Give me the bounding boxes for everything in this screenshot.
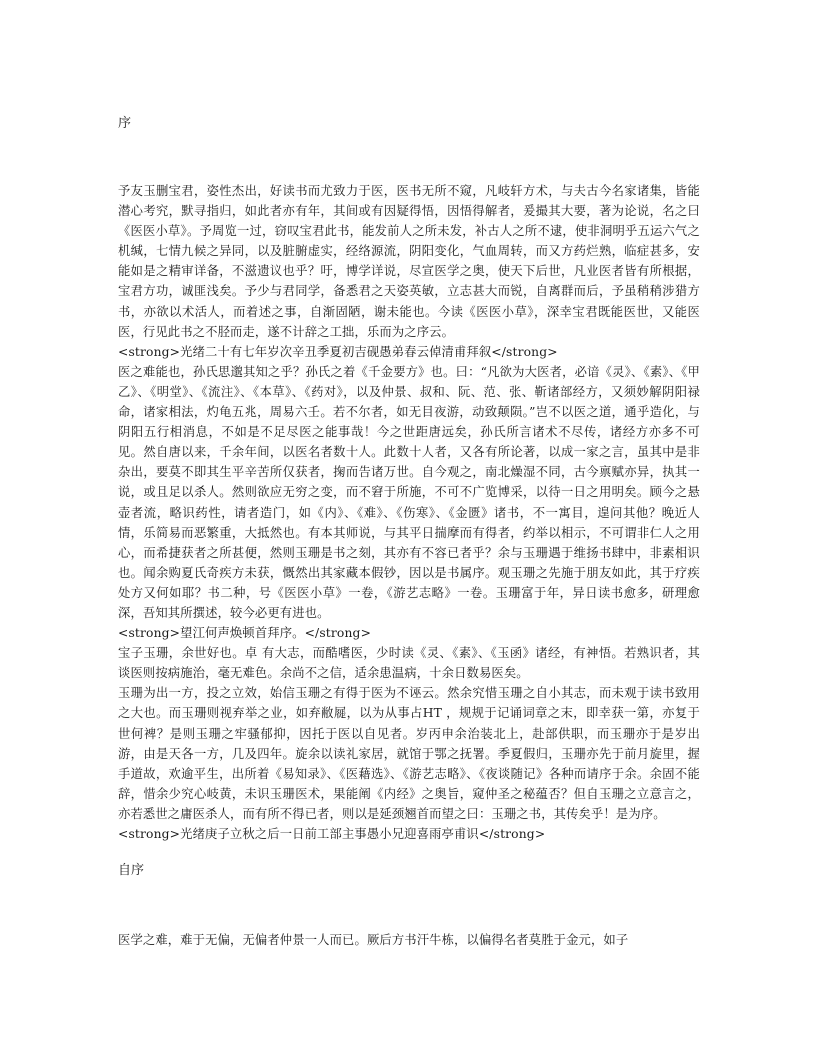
signature-line-2: <strong>望江何声焕顿首拜序。</strong> (118, 626, 372, 641)
preface-body (118, 181, 700, 844)
section-title-preface: 序 (118, 116, 132, 131)
paragraph-preface-1: 予友玉删宝君，姿性杰出，好读书而尤致力于医，医书无所不窥，凡岐轩方术，与夫古今名家诸集，皆能潜心考究，默寻指归，如此者亦有年，其间或有因疑得悟，因悟得解者，爰撮其大要，著为论说，名之曰《医医小草》。予周览一过，窃叹宝君此书，能发前人之所未发，补古人之所不逮，使非洞明乎五运六气之机缄，七情九候之异同，以及脏腑虚实，经络源流，阴阳变化，气血周转，而又方药烂熟，临症甚多，安能如是之精审详备，不滋遗议也乎？吁，博学详说，尽宣医学之奥，使天下后世，凡业医者皆有所根据，宝君方功，诚匪浅矣。予少与君同学，备悉君之天姿英敏，立志甚大而锐，自离群而后，予虽稍稍涉猎方书，亦欲以术活人，而着述之事，自渐固陋，谢未能也。今读《医医小草》，深幸宝君既能医世，又能医医，行见此书之不胫而走，遂不计辞之工拙，乐而为之序云。 (118, 184, 700, 339)
paragraph-preface-2: 医之难能也，孙氏思邈其知之乎？孙氏之着《千金要方》也。曰：“凡欲为大医者，必谙《灵》、《素》、《甲乙》、《明堂》、《流注》、《本草》、《药对》，以及仲景、叔和、阮、范、张、靳诸部经方，又须妙解阴阳禄命，诸家相法，灼龟五兆，周易六壬。若不尔者，如无目夜游，动致颠陨。”岂不以医之道，通乎造化，与阴阳五行相消息，不如是不足尽医之能事哉！今之世距唐远矣，孙氏所言诸术不尽传，诸经方亦多不可见。然自唐以来，千余年间，以医名者数十人。此数十人者，又各有所论著，以成一家之言，虽其中是非杂出，要莫不即其生平辛苦所仅获者，掬而告诸万世。自今观之，南北燥湿不同，古今禀赋亦异，执其一说，或且足以杀人。然则欲应无穷之变，而不窘于所施，不可不广览博采，以待一日之用明矣。顾今之悬壶者流，略识药性，请者造门，如《内》、《难》、《伤寒》、《金匮》诸书，不一寓目，遑问其他？晚近人情，乐简易而恶繁重，大抵然也。有本其师说，与其平日揣摩而有得者，约举以相示，不可谓非仁人之用心，而希捷获者之所甚便，然则玉珊是书之刻，其亦有不容已者乎？余与玉珊遇于维扬书肆中，非素相识也。闻余购夏氏奇疾方未获，慨然出其家藏本假钞，因以是书属序。观玉珊之先施于朋友如此，其于疗疾处方又何如耶？书二种，号《医医小草》一卷，《游艺志略》一卷。玉珊富于年，异日读书愈多，研理愈深，吾知其所撰述，较今必更有进也。 (118, 364, 700, 620)
signature-line-1: <strong>光绪二十有七年岁次辛丑季夏初吉砚愚弟春云倬清甫拜叙</strong> (118, 344, 558, 359)
paragraph-author-preface-1: 医学之难，难于无偏，无偏者仲景一人而已。厥后方书汗牛栋，以偏得名者莫胜于金元，如子 (118, 933, 629, 947)
author-preface-body (118, 930, 700, 950)
paragraph-preface-4: 玉珊为出一方，投之立效，始信玉珊之有得于医为不诬云。然余究惜玉珊之自小其志，而未观于读书致用之大也。而玉珊则视弃举之业，如弃敝屣，以为从事占HT ，规规于记诵词章之末，即幸获一第，亦复于世何裨？是则玉珊之牢骚郁抑，因托于医以自见者。岁丙申余治装北上，赴部供职，而玉珊亦于是岁出游，由是天各一方，几及四年。旋余以读礼家居，就馆于鄂之抚署。季夏假归，玉珊亦先于前月旋里，握手道故，欢逾平生，出所着《易知录》、《医藉选》、《游艺志略》、《夜谈随记》各种而请序于余。余固不能辞，惜余少究心岐黄，未识玉珊医术，果能阐《内经》之奥旨，窥仲圣之秘蕴否？但自玉珊之立意言之，亦若悉世之庸医杀人，而有所不得已者，则以是延颈翘首而望之曰：玉珊之书，其传矣乎！是为序。 (118, 686, 700, 821)
signature-line-3: <strong>光绪庚子立秋之后一日前工部主事愚小兄迎喜雨亭甫识</strong> (118, 827, 546, 841)
paragraph-preface-3: 宝子玉珊，余世好也。卓 有大志，而酷嗜医，少时读《灵、《素》、《玉函》诸经，有神悟。若熟识者，其谈医则按病施治，毫无难色。余尚不之信，适余患温病，十余日数易医矣。 (118, 646, 700, 681)
section-title-author-preface: 自序 (118, 863, 145, 878)
